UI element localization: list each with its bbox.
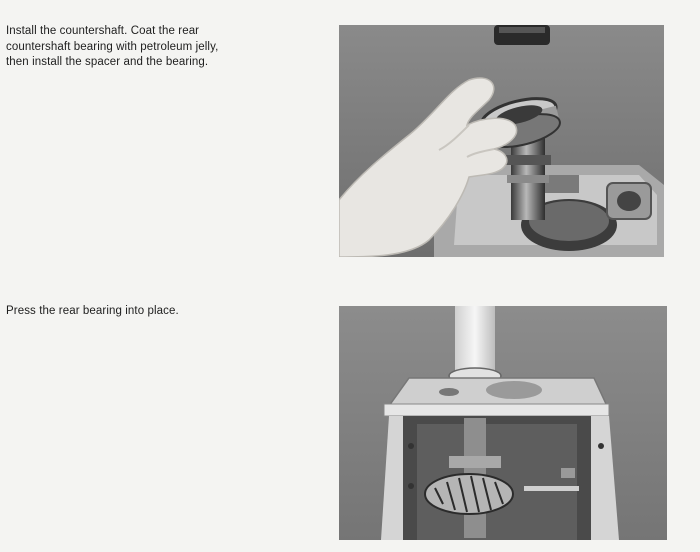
step-2-line-1: Press the rear bearing into place. [6, 305, 179, 317]
hand-bearing-illustration [339, 25, 664, 257]
step-2-photo [339, 306, 667, 540]
press-bearing-illustration [339, 306, 667, 540]
step-1-line-2: countershaft bearing with petroleum jelly, [6, 40, 219, 53]
step-1-photo [339, 25, 664, 257]
step-1-line-1: Install the countershaft. Coat the rear [6, 25, 200, 37]
step-1-instruction [6, 24, 306, 71]
step-1-line-3: then install the spacer and the bearing. [6, 56, 209, 68]
step-2-instruction [6, 304, 306, 320]
